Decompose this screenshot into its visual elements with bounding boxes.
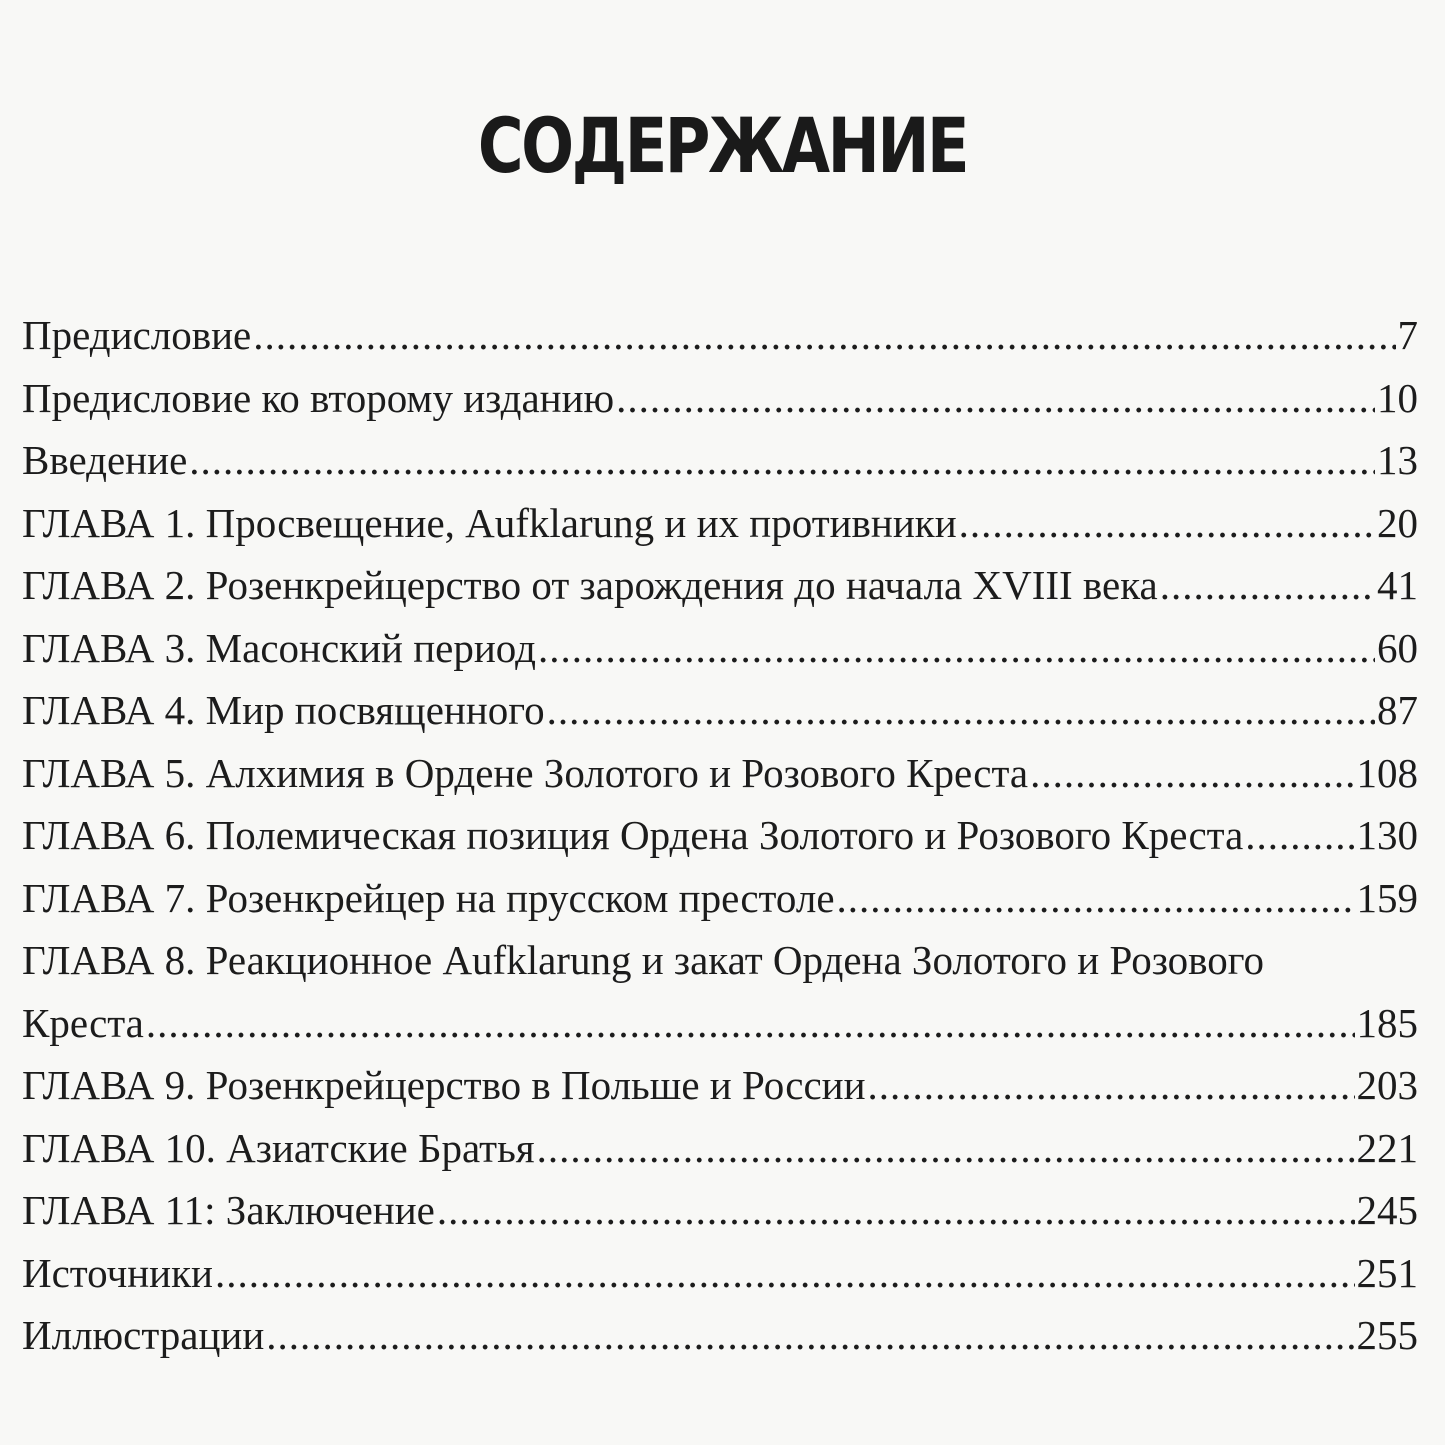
page-title: СОДЕРЖАНИЕ — [477, 101, 968, 190]
dot-leader — [837, 867, 1355, 930]
dot-leader — [538, 617, 1375, 680]
toc-entry-label: ГЛАВА 3. Масонский период — [22, 624, 536, 671]
dot-leader — [547, 679, 1375, 742]
toc-entry — [22, 804, 1418, 867]
toc-entry-label: Предисловие — [22, 312, 252, 358]
toc-entry-label: Источники — [22, 1249, 213, 1296]
dot-leader — [266, 1304, 1354, 1367]
toc-entry-label: ГЛАВА 2. Розенкрейцерство от зарождения до начала XVIII века — [22, 562, 1158, 608]
toc-entry-label: ГЛАВА 6. Полемическая позиция Ордена Золотого и Розового Креста — [22, 812, 1244, 858]
toc-entry-label: ГЛАВА 9. Розенкрейцерство в Польше и России — [22, 1062, 866, 1108]
toc-entry-label: ГЛАВА 8. Реакционное Aufklarung и закат Ордена Золотого и Розового — [22, 937, 1265, 983]
toc-entry — [22, 1179, 1418, 1242]
toc-entry-page: 108 — [1356, 749, 1418, 796]
table-of-contents — [22, 304, 1418, 1367]
toc-entry — [22, 867, 1418, 930]
toc-entry — [22, 617, 1418, 680]
toc-entry — [22, 429, 1418, 492]
dot-leader — [215, 1242, 1355, 1305]
toc-entry-label: ГЛАВА 11: Заключение — [22, 1187, 435, 1233]
toc-entry-page: 87 — [1377, 687, 1418, 733]
toc-entry-label: Введение — [22, 437, 188, 483]
toc-entry-label: Иллюстрации — [22, 1312, 265, 1358]
toc-entry — [22, 1242, 1418, 1305]
toc-entry-page: 10 — [1377, 374, 1418, 421]
dot-leader — [959, 492, 1375, 555]
toc-entry — [22, 742, 1418, 805]
toc-entry-label: ГЛАВА 10. Азиатские Братья — [22, 1124, 535, 1171]
toc-entry-label: ГЛАВА 5. Алхимия в Ордене Золотого и Розового Креста — [22, 749, 1029, 796]
dot-leader — [189, 429, 1375, 492]
dot-leader — [1245, 804, 1354, 867]
dot-leader — [437, 1179, 1355, 1242]
toc-entry — [22, 554, 1418, 617]
toc-entry-page: 41 — [1377, 562, 1418, 608]
toc-entry-label: ГЛАВА 4. Мир посвященного — [22, 687, 545, 733]
toc-entry — [22, 1117, 1418, 1180]
toc-entry-page: 60 — [1377, 624, 1418, 671]
toc-entry-page: 130 — [1356, 812, 1418, 858]
toc-entry-label: ГЛАВА 1. Просвещение, Aufklarung и их противники — [22, 499, 957, 546]
toc-entry-page: 159 — [1356, 874, 1418, 921]
dot-leader — [616, 367, 1375, 430]
toc-entry — [22, 367, 1418, 430]
dot-leader — [253, 304, 1395, 367]
toc-entry-label: ГЛАВА 7. Розенкрейцер на прусском престоле — [22, 874, 835, 921]
toc-entry-page: 251 — [1356, 1249, 1418, 1296]
toc-entry-page: 203 — [1356, 1062, 1418, 1108]
dot-leader — [1160, 554, 1375, 617]
dot-leader — [146, 992, 1355, 1055]
toc-entry-page: 13 — [1377, 437, 1418, 483]
toc-entry — [22, 1304, 1418, 1367]
toc-entry — [22, 304, 1418, 367]
toc-entry — [22, 929, 1418, 1054]
dot-leader — [537, 1117, 1355, 1180]
dot-leader — [1030, 742, 1354, 805]
toc-entry — [22, 1054, 1418, 1117]
dot-leader — [868, 1054, 1355, 1117]
toc-entry-page: 221 — [1356, 1124, 1418, 1171]
toc-entry-page: 20 — [1377, 499, 1418, 546]
toc-entry-page: 245 — [1356, 1187, 1418, 1233]
toc-entry — [22, 679, 1418, 742]
toc-entry — [22, 492, 1418, 555]
toc-entry-page: 185 — [1356, 999, 1418, 1046]
toc-entry-page: 255 — [1356, 1312, 1418, 1358]
toc-entry-label-continued: Креста — [22, 999, 144, 1046]
toc-entry-label: Предисловие ко второму изданию — [22, 374, 615, 421]
toc-entry-page: 7 — [1397, 312, 1418, 358]
